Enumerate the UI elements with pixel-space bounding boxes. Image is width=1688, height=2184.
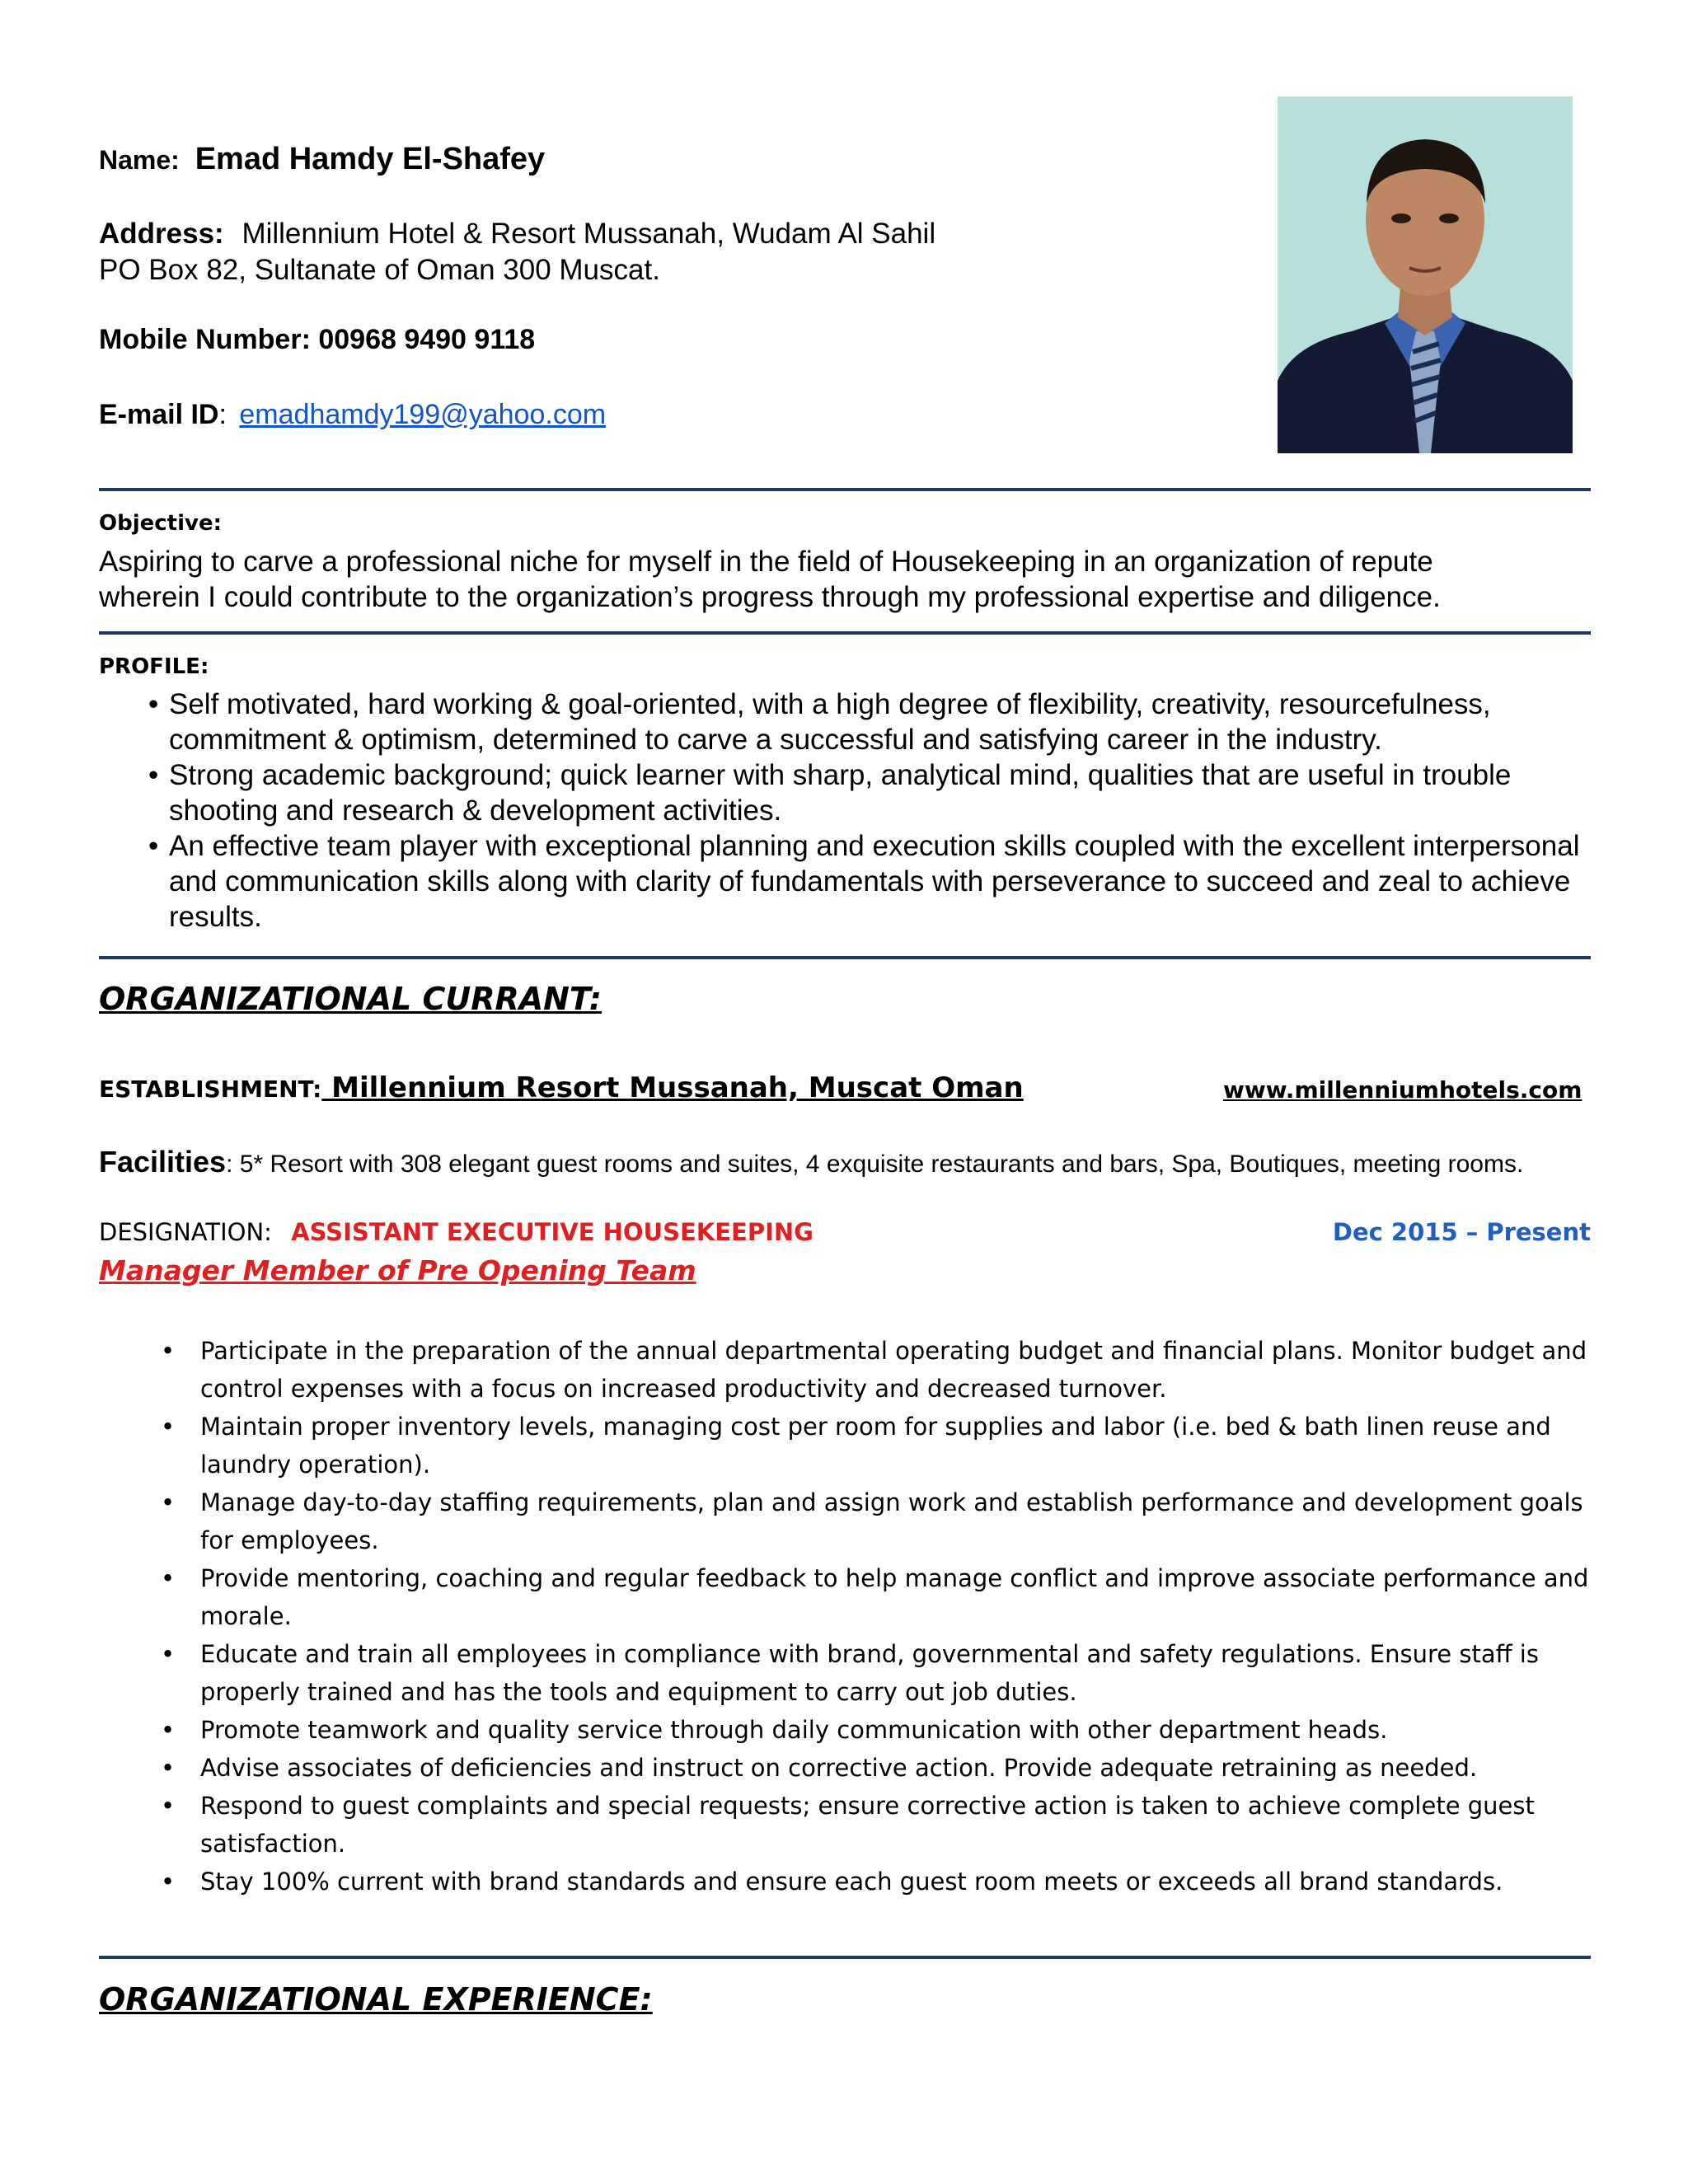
objective-line-2: wherein I could contribute to the organization’s progress through my professional expertise and diligence. — [99, 581, 1441, 613]
portrait-image — [1278, 96, 1573, 453]
address-text-1: Millennium Hotel & Resort Mussanah, Wudam Al Sahil — [241, 218, 936, 250]
email-line — [99, 399, 606, 431]
divider-2 — [99, 631, 1591, 635]
experience-heading: ORGANIZATIONAL EXPERIENCE: — [99, 1981, 653, 2018]
objective-heading: Objective: — [99, 511, 222, 536]
profile-item: • Self motivated, hard working & goal-oriented, with a high degree of flexibility, creativity, resourcefulness, commitment & optimism, determined to carve a successful and satisfying career in the industry. — [148, 687, 1591, 757]
objective-text — [99, 544, 1591, 615]
email-label: E-mail ID — [99, 399, 219, 430]
employment-period: Dec 2015 – Present — [1332, 1218, 1591, 1246]
profile-heading: PROFILE: — [99, 654, 209, 679]
duties-list — [161, 1332, 1591, 1900]
duty-item: • Promote teamwork and quality service through daily communication with other department heads. — [161, 1711, 1591, 1749]
website-link[interactable]: www.millenniumhotels.com — [1223, 1076, 1582, 1104]
name-label: Name: — [99, 145, 180, 175]
divider-3 — [99, 956, 1591, 959]
duty-item: • Advise associates of deficiencies and instruct on corrective action. Provide adequate retraining as needed. — [161, 1749, 1591, 1787]
duty-item: • Maintain proper inventory levels, managing cost per room for supplies and labor (i.e. bed & bath linen reuse and laundry operation). — [161, 1408, 1591, 1483]
designation-title: ASSISTANT EXECUTIVE HOUSEKEEPING — [291, 1218, 814, 1246]
profile-list — [148, 687, 1591, 935]
facilities-description: : 5* Resort with 308 elegant guest rooms and suites, 4 exquisite restaurants and bars, Spa, Boutiques, meeting rooms. — [226, 1151, 1524, 1178]
role-subtitle: Manager Member of Pre Opening Team — [99, 1254, 696, 1286]
duty-item: • Manage day-to-day staffing requirements, plan and assign work and establish performance and development goals for employees. — [161, 1483, 1591, 1559]
duty-item: • Stay 100% current with brand standards and ensure each guest room meets or exceeds all brand standards. — [161, 1863, 1591, 1900]
mobile-number: Mobile Number: 00968 9490 9118 — [99, 324, 536, 355]
duty-item: • Educate and train all employees in compliance with brand, governmental and safety regulations. Ensure staff is properly trained and has the tools and equipment to carry out job duties. — [161, 1635, 1591, 1711]
divider-4 — [99, 1956, 1591, 1959]
address-line-1 — [99, 216, 935, 252]
profile-item: • Strong academic background; quick learner with sharp, analytical mind, qualities that are useful in trouble shooting and research & development activities. — [148, 757, 1591, 828]
establishment-name: Millennium Resort Mussanah, Muscat Oman — [321, 1071, 1024, 1104]
designation-label: DESIGNATION: — [99, 1218, 272, 1246]
establishment-line — [99, 1071, 1024, 1104]
name-line — [99, 142, 545, 177]
duty-item: • Participate in the preparation of the annual departmental operating budget and financial plans. Monitor budget and control expenses with a focus on increased productivity and decreased turnover. — [161, 1332, 1591, 1408]
profile-photo — [1278, 96, 1573, 453]
profile-item: • An effective team player with exceptional planning and execution skills coupled with the excellent interpersonal and communication skills along with clarity of fundamentals with perseverance to succeed and zeal to achieve results. — [148, 828, 1591, 935]
objective-line-1: Aspiring to carve a professional niche for myself in the field of Housekeeping in an organization of repute — [99, 546, 1433, 578]
address-label: Address: — [99, 218, 224, 250]
email-separator: : — [218, 399, 227, 430]
designation-line — [99, 1218, 814, 1246]
facilities-label: Facilities — [99, 1145, 227, 1179]
candidate-name: Emad Hamdy El-Shafey — [195, 142, 546, 176]
email-link[interactable]: emadhamdy199@yahoo.com — [239, 399, 607, 430]
duty-item: • Respond to guest complaints and special requests; ensure corrective action is taken to achieve complete guest satisfaction. — [161, 1787, 1591, 1863]
facilities-text — [99, 1147, 1591, 1179]
establishment-label: ESTABLISHMENT: — [99, 1076, 322, 1103]
address-block — [99, 216, 935, 288]
duty-item: • Provide mentoring, coaching and regular feedback to help manage conflict and improve associate performance and morale. — [161, 1559, 1591, 1635]
divider-1 — [99, 488, 1591, 491]
current-heading: ORGANIZATIONAL CURRANT: — [99, 981, 602, 1017]
address-line-2: PO Box 82, Sultanate of Oman 300 Muscat. — [99, 254, 660, 286]
